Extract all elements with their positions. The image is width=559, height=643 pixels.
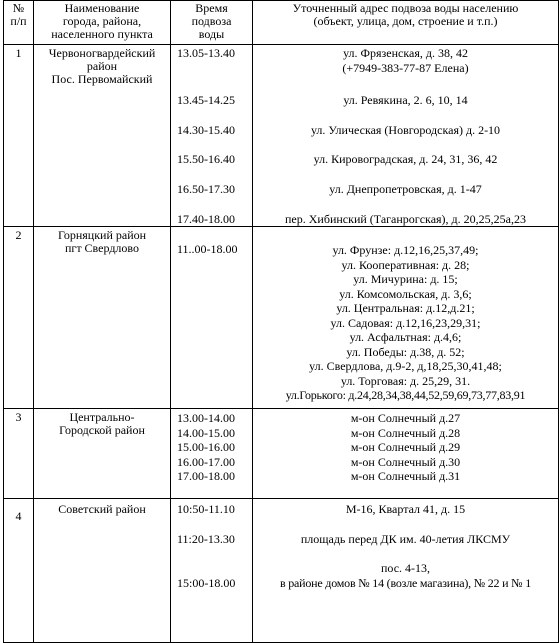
row2-address-4: ул. Комсомольская, д. 3,6; <box>339 286 472 301</box>
row4-name: Советский район <box>58 502 146 516</box>
row2-address-8: ул. Победы: д.38, д. 52; <box>346 344 465 359</box>
row3-times <box>177 411 235 484</box>
row1-time-2: 13.45-14.25 <box>177 93 235 107</box>
row2-address-2: ул. Кооперативная: д. 28; <box>341 257 470 272</box>
row1-address-3: ул. Улическая (Новгородская) д. 2-10 <box>310 123 501 137</box>
row2-num: 2 <box>15 228 22 242</box>
row2-name: Горняцкий район пгт Свердлово <box>57 228 147 255</box>
row2-address-1: ул. Фрунзе: д.12,16,25,37,49; <box>332 243 479 257</box>
col-border-left <box>3 0 4 643</box>
row1-address-2: ул. Ревякина, 2. 6, 10, 14 <box>343 93 468 107</box>
row1-time-3: 14.30-15.40 <box>177 123 235 137</box>
row3-time-5: 17.00-18.00 <box>177 469 235 483</box>
row3-address-2: м-он Солнечный д.28 <box>350 425 461 440</box>
row4-time-3: 15:00-18.00 <box>177 576 236 590</box>
row4-address-1: М-16, Квартал 41, д. 15 <box>345 502 466 516</box>
row3-time-3: 15.00-16.00 <box>177 440 235 454</box>
header-address: Уточненный адрес подвоза воды населению (объект, улица, дом, строение и т.п.) <box>292 1 519 28</box>
header-num: № п/п <box>10 1 27 28</box>
row-divider-3 <box>3 498 559 499</box>
row1-address-1: ул. Фрязенская, д. 38, 42 <box>343 46 468 60</box>
row1-time-4: 15.50-16.40 <box>177 152 235 166</box>
col-divider-num <box>33 0 34 643</box>
row3-time-1: 13.00-14.00 <box>177 411 235 425</box>
row2-addresses <box>253 243 558 403</box>
row2-address-7: ул. Асфальтная: д.4,6; <box>349 330 462 344</box>
row1-name: Червоногвардейский район Пос. Первомайский <box>48 46 156 86</box>
row2-address-9: ул. Свердлова, д.9-2, д,18,25,30,41,48; <box>309 359 502 373</box>
col-divider-name <box>170 0 171 643</box>
row4-time-2: 11:20-13.30 <box>177 532 235 546</box>
row1-num: 1 <box>15 46 22 60</box>
row1-time-1: 13.05-13.40 <box>177 46 235 60</box>
row2-address-5: ул. Центральная: д.12,д.21; <box>336 301 475 315</box>
row4-address-2: площадь перед ДК им. 40-летия ЛКСМУ <box>300 532 511 546</box>
header-time: Время подвоза воды <box>191 1 232 41</box>
row2-address-3: ул. Мичурина: д. 15; <box>353 272 458 286</box>
row1-address-5: ул. Днепропетровская, д. 1-47 <box>329 182 482 196</box>
row3-num: 3 <box>15 410 22 424</box>
row-divider-2 <box>3 408 559 409</box>
row3-address-4: м-он Солнечный д.30 <box>350 454 461 469</box>
row2-address-11: ул.Горького: д.24,28,34,38,44,52,59,69,73,77,83,91 <box>285 388 526 402</box>
row4-address-4: в районе домов № 14 (возле магазина), № 22 и № 1 <box>279 576 532 590</box>
row3-address-1: м-он Солнечный д.27 <box>350 411 461 425</box>
row2-time-1: 11..00-18.00 <box>177 242 238 256</box>
row-divider-1 <box>3 226 559 227</box>
row3-time-4: 16.00-17.00 <box>177 454 235 469</box>
row3-addresses <box>253 411 558 484</box>
row3-name: Центрально- Городской район <box>59 410 145 437</box>
row3-address-3: м-он Солнечный д.29 <box>350 440 461 454</box>
row4-num: 4 <box>15 509 22 523</box>
row1-address-6: пер. Хибинский (Таганрогская), д. 20,25,25а,23 <box>285 212 526 226</box>
row1-address-4: ул. Кировоградская, д. 24, 31, 36, 42 <box>313 152 498 166</box>
row1-time-6: 17.40-18.00 <box>177 212 235 226</box>
row2-address-10: ул. Торговая: д. 25,29, 31. <box>340 373 471 388</box>
row1-address-1-phone: (+7949-383-77-87 Елена) <box>342 61 469 75</box>
row1-time-5: 16.50-17.30 <box>177 182 235 196</box>
row4-address-3: пос. 4-13, <box>380 561 431 575</box>
row3-time-2: 14.00-15.00 <box>177 425 235 440</box>
row3-address-5: м-он Солнечный д.31 <box>350 469 461 483</box>
row2-address-6: ул. Садовая: д.12,16,23,29,31; <box>330 315 481 330</box>
row4-time-1: 10:50-11.10 <box>177 502 235 516</box>
header-name: Наименование города, района, населенного пункта <box>51 1 153 41</box>
header-divider <box>3 44 559 45</box>
